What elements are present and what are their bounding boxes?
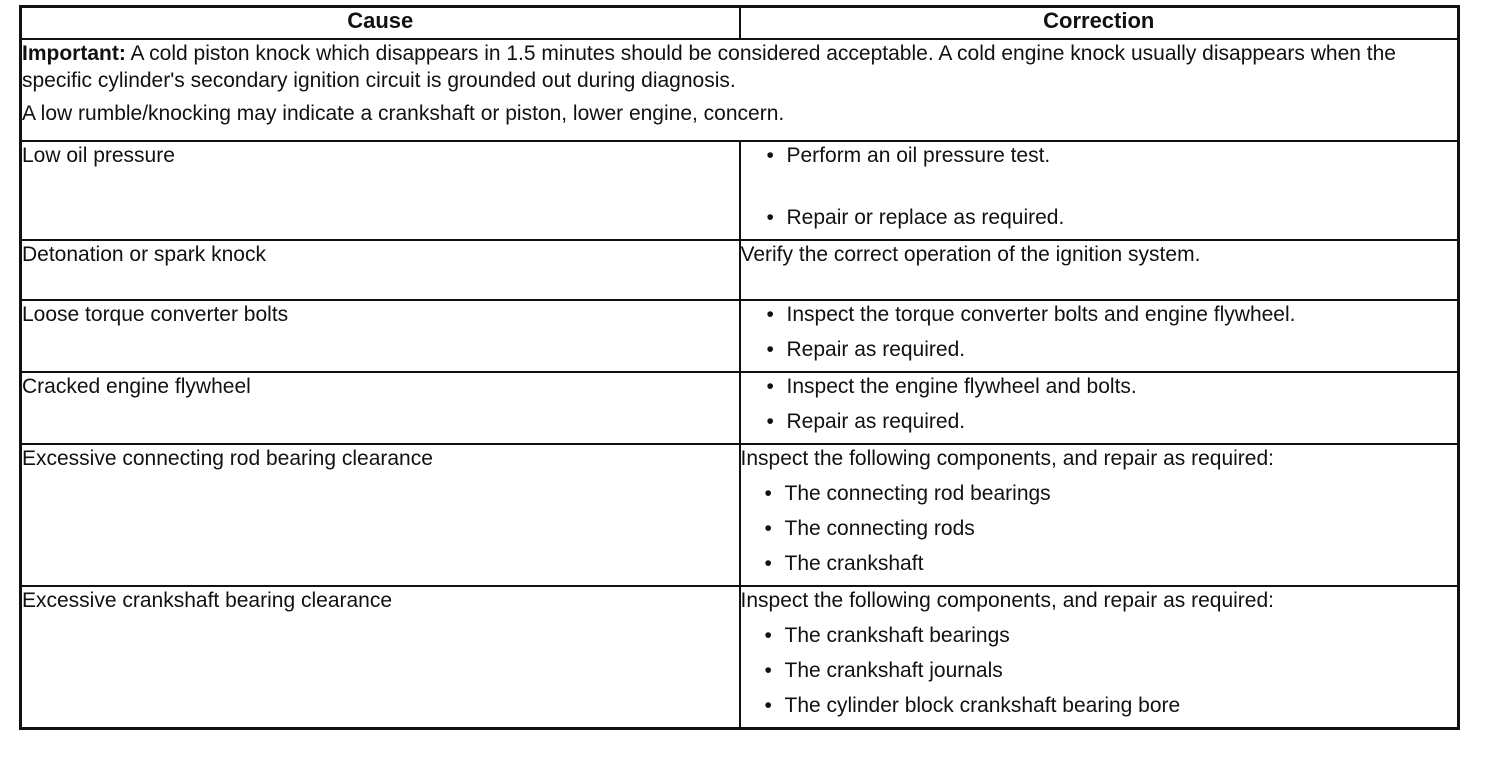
- table-row: [21, 372, 1459, 444]
- list-item: • The crankshaft: [761, 550, 1458, 577]
- correction-list: [741, 373, 1458, 435]
- cause-cell: Detonation or spark knock: [21, 240, 740, 300]
- header-row: [21, 7, 1459, 40]
- cause-cell: Low oil pressure: [21, 141, 740, 240]
- rumble-note: A low rumble/knocking may indicate a crankshaft or piston, lower engine, concern.: [22, 102, 785, 125]
- table-row: [21, 141, 1459, 240]
- important-text: A cold piston knock which disappears in 1.5 minutes should be considered acceptable. A cold engine knock usually disappears when the specific cylinder's secondary ignition circuit is grounded out during diagnosis.: [22, 42, 1396, 92]
- important-paragraph: [22, 40, 1457, 94]
- correction-cell: [740, 141, 1459, 240]
- important-label: Important:: [22, 42, 126, 65]
- correction-cell: Verify the correct operation of the ignition system.: [740, 240, 1459, 300]
- correction-list: [741, 622, 1458, 719]
- list-item: • The crankshaft journals: [761, 657, 1458, 684]
- correction-list: [741, 480, 1458, 577]
- important-note-cell: [21, 39, 1459, 141]
- table-row: [21, 586, 1459, 729]
- list-item: • Repair or replace as required.: [763, 204, 1458, 231]
- correction-cell: [740, 372, 1459, 444]
- cause-cell: Excessive connecting rod bearing clearance: [21, 444, 740, 586]
- list-item: • The crankshaft bearings: [761, 622, 1458, 649]
- list-item: • Repair as required.: [763, 336, 1458, 363]
- list-item: • Repair as required.: [763, 408, 1458, 435]
- diagnosis-table: [19, 5, 1460, 730]
- correction-column-header: Correction: [740, 7, 1459, 40]
- correction-intro: Inspect the following components, and repair as required:: [740, 589, 1274, 612]
- list-item: • Inspect the torque converter bolts and engine flywheel.: [763, 301, 1458, 328]
- correction-intro: Inspect the following components, and repair as required:: [740, 447, 1274, 470]
- list-item: • The cylinder block crankshaft bearing bore: [761, 692, 1458, 719]
- cause-column-header: Cause: [21, 7, 740, 40]
- list-item: • Inspect the engine flywheel and bolts.: [763, 373, 1458, 400]
- correction-cell: [740, 300, 1459, 372]
- list-item: • Perform an oil pressure test.: [763, 142, 1458, 169]
- correction-cell: [740, 586, 1459, 729]
- cause-cell: Loose torque converter bolts: [21, 300, 740, 372]
- correction-list: [741, 301, 1458, 363]
- table-row: [21, 300, 1459, 372]
- cause-cell: Cracked engine flywheel: [21, 372, 740, 444]
- cause-cell: Excessive crankshaft bearing clearance: [21, 586, 740, 729]
- list-item: • The connecting rods: [761, 515, 1458, 542]
- correction-list: [741, 142, 1458, 231]
- table-row: [21, 240, 1459, 300]
- table-row: [21, 444, 1459, 586]
- list-item: • The connecting rod bearings: [761, 480, 1458, 507]
- correction-cell: [740, 444, 1459, 586]
- important-row: [21, 39, 1459, 141]
